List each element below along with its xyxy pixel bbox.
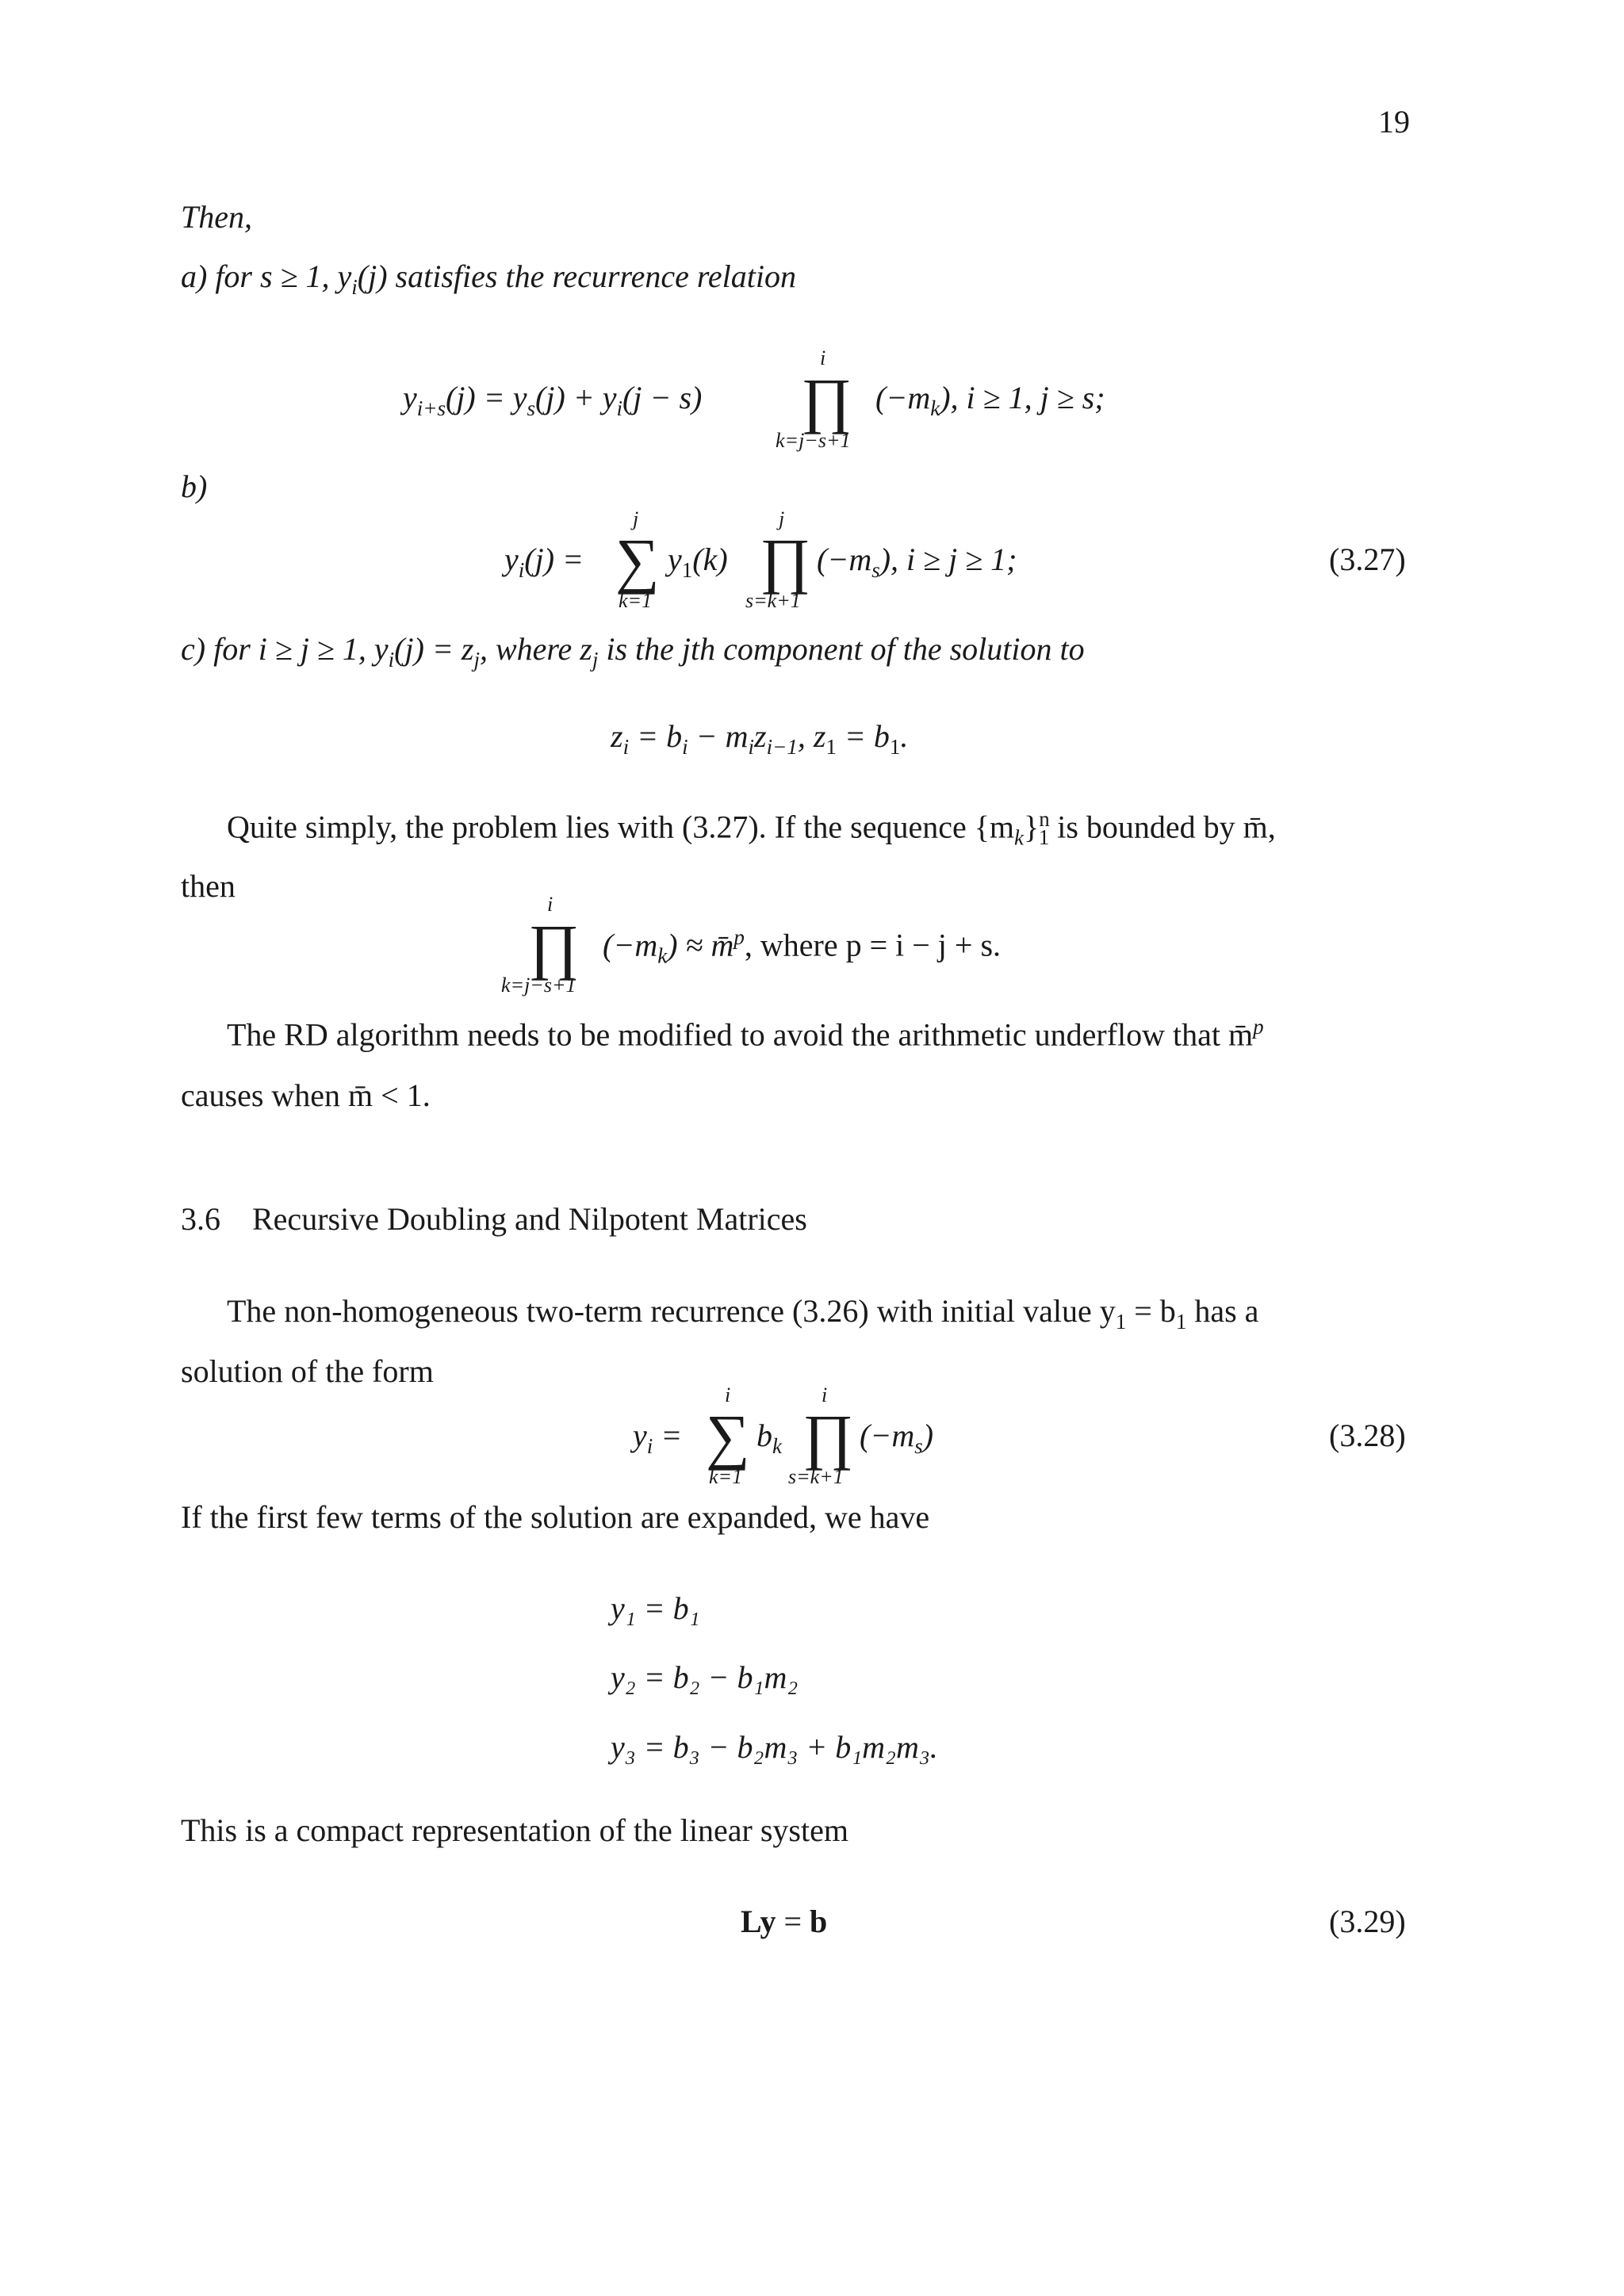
prod-328-lower: s=k+1 — [788, 1465, 844, 1488]
prod-approx-upper: i — [547, 893, 553, 916]
sum-327-symbol: ∑ — [615, 526, 660, 595]
equation-z: $z_i = b_i - m_iz_{i-1}$, $z_1 = b_1$. — [611, 718, 909, 759]
paragraph-non-homogeneous: The non-homogeneous two-term recurrence (3.26) with initial value $y_1 = b_1$ has a — [227, 1293, 1259, 1334]
sum-328-upper: i — [725, 1383, 731, 1406]
theorem-part-b: b) — [181, 469, 208, 504]
prod-327-upper: j — [779, 507, 785, 530]
prod-approx-lower: k=j−s+1 — [501, 974, 576, 997]
prod-a-symbol: ∏ — [801, 365, 852, 434]
prod-a-lower: k=j−s+1 — [776, 429, 851, 452]
section-number: 3.6 — [181, 1201, 220, 1237]
paragraph-then: then — [181, 868, 236, 904]
page-number: 19 — [1378, 104, 1410, 140]
sum-327-upper: j — [633, 507, 639, 530]
prod-approx-symbol: ∏ — [528, 912, 580, 981]
equation-3-28-lhs: $y_i$ = — [633, 1418, 683, 1458]
expansion-y1: y₁ = b₁ — [611, 1590, 700, 1626]
paragraph-compact: This is a compact representation of the linear system — [181, 1812, 848, 1848]
theorem-part-a: a) for s ≥ 1, $y_i(j)$ satisfies the recurrence relation — [181, 258, 796, 299]
equation-3-28-term: $(-m_s)$ — [860, 1418, 934, 1458]
equation-number-3-28: (3.28) — [1329, 1418, 1406, 1453]
paragraph-rd-algorithm-line2: causes when m̄ < 1. — [181, 1077, 431, 1113]
theorem-part-c: c) for i ≥ j ≥ 1, $y_i(j) = z_j$, where $z_j$ is the jth component of the solution to — [181, 631, 1085, 672]
equation-3-28-bk: $b_k$ — [756, 1418, 782, 1458]
paragraph-rd-algorithm: The RD algorithm needs to be modified to avoid the arithmetic underflow that m̄$^p$ — [227, 1015, 1264, 1053]
sum-328-lower: k=1 — [709, 1465, 743, 1488]
prod-327-lower: s=k+1 — [745, 589, 801, 612]
theorem-then: Then, — [181, 199, 252, 235]
expansion-y3: y₃ = b₃ − b₂m₃ + b₁m₂m₃. — [611, 1729, 938, 1765]
prod-a-upper: i — [820, 346, 826, 369]
paragraph-quite-simply: Quite simply, the problem lies with (3.27). If the sequence $\{m_k\}^n_1$ is bounded by m̄, — [227, 807, 1276, 850]
paragraph-solution-form: solution of the form — [181, 1353, 434, 1389]
equation-3-27-lhs: $y_i(j)$ = — [504, 541, 584, 582]
equation-number-3-27: (3.27) — [1329, 541, 1406, 577]
equation-product-approx: $(-m_k)$ ≈ m̄$^p$, where p = i − j + s. — [603, 925, 1002, 968]
prod-328-symbol: ∏ — [802, 1402, 854, 1471]
section-title: Recursive Doubling and Nilpotent Matrices — [252, 1201, 807, 1237]
prod-327-symbol: ∏ — [760, 526, 811, 595]
equation-number-3-29: (3.29) — [1329, 1904, 1406, 1939]
equation-3-27-term1: $y_1(k)$ — [668, 541, 728, 582]
equation-recurrence: $y_{i+s}(j) = y_s(j) + y_i(j - s)$ — [403, 380, 703, 420]
equation-recurrence-tail: $(-m_k)$, i ≥ 1, j ≥ s; — [875, 380, 1105, 420]
prod-328-upper: i — [822, 1383, 828, 1406]
equation-3-27-tail: $(-m_s)$, i ≥ j ≥ 1; — [817, 541, 1017, 582]
equation-3-29: Ly = b — [741, 1904, 828, 1939]
paragraph-first-terms: If the first few terms of the solution are expanded, we have — [181, 1499, 930, 1535]
sum-328-symbol: ∑ — [706, 1402, 750, 1471]
sum-327-lower: k=1 — [619, 589, 653, 612]
expansion-y2: y₂ = b₂ − b₁m₂ — [611, 1659, 799, 1695]
